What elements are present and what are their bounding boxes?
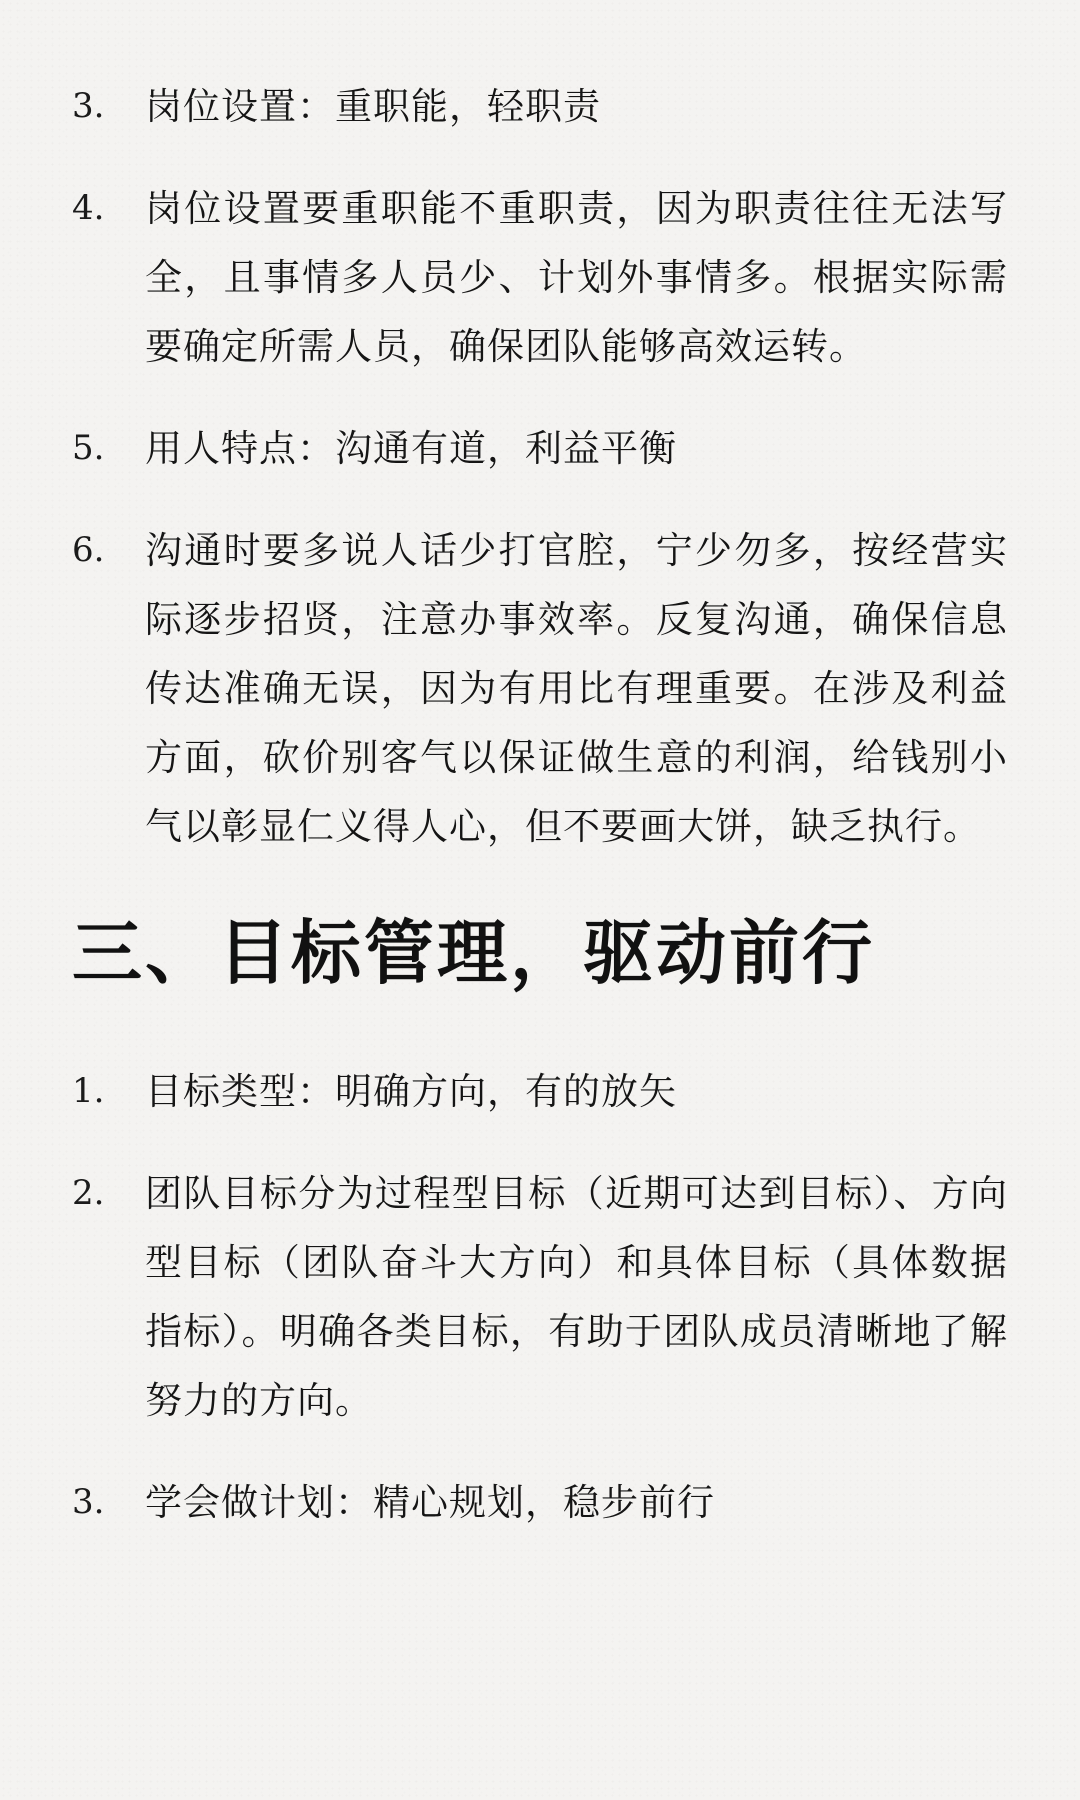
list-item <box>72 72 1008 141</box>
list-item-number: 1. <box>72 1071 105 1111</box>
list-item-number: 3. <box>72 1482 105 1522</box>
list-item <box>72 174 1008 381</box>
list-item-text: 目标类型：明确方向，有的放矢 <box>145 1070 677 1113</box>
list-item-number: 3. <box>72 86 105 126</box>
list-item-text: 岗位设置：重职能，轻职责 <box>145 85 601 128</box>
list-item <box>72 516 1008 861</box>
list-item-number: 4. <box>72 188 105 228</box>
list-item-text: 团队目标分为过程型目标（近期可达到目标）、方向型目标（团队奋斗大方向）和具体目标（具体数据指标）。明确各类目标，有助于团队成员清晰地了解努力的方向。 <box>145 1172 1008 1422</box>
section-three-list <box>72 1057 1008 1537</box>
list-item-number: 2. <box>72 1173 105 1213</box>
section-heading: 三、目标管理，驱动前行 <box>72 911 875 994</box>
list-item <box>72 1468 1008 1537</box>
list-item-text: 沟通时要多说人话少打官腔，宁少勿多，按经营实际逐步招贤，注意办事效率。反复沟通，确保信息传达准确无误，因为有用比有理重要。在涉及利益方面，砍价别客气以保证做生意的利润，给钱别小气以彰显仁义得人心，但不要画大饼，缺乏执行。 <box>145 529 1008 848</box>
list-item-text: 岗位设置要重职能不重职责，因为职责往往无法写全，且事情多人员少、计划外事情多。根据实际需要确定所需人员，确保团队能够高效运转。 <box>145 187 1008 368</box>
list-item <box>72 1159 1008 1435</box>
list-item-number: 5. <box>72 428 105 468</box>
list-item-text: 用人特点：沟通有道，利益平衡 <box>145 427 677 470</box>
list-item <box>72 1057 1008 1126</box>
list-item <box>72 414 1008 483</box>
list-item-number: 6. <box>72 530 105 570</box>
list-item-text: 学会做计划：精心规划，稳步前行 <box>145 1481 715 1524</box>
section-two-list <box>72 72 1008 861</box>
